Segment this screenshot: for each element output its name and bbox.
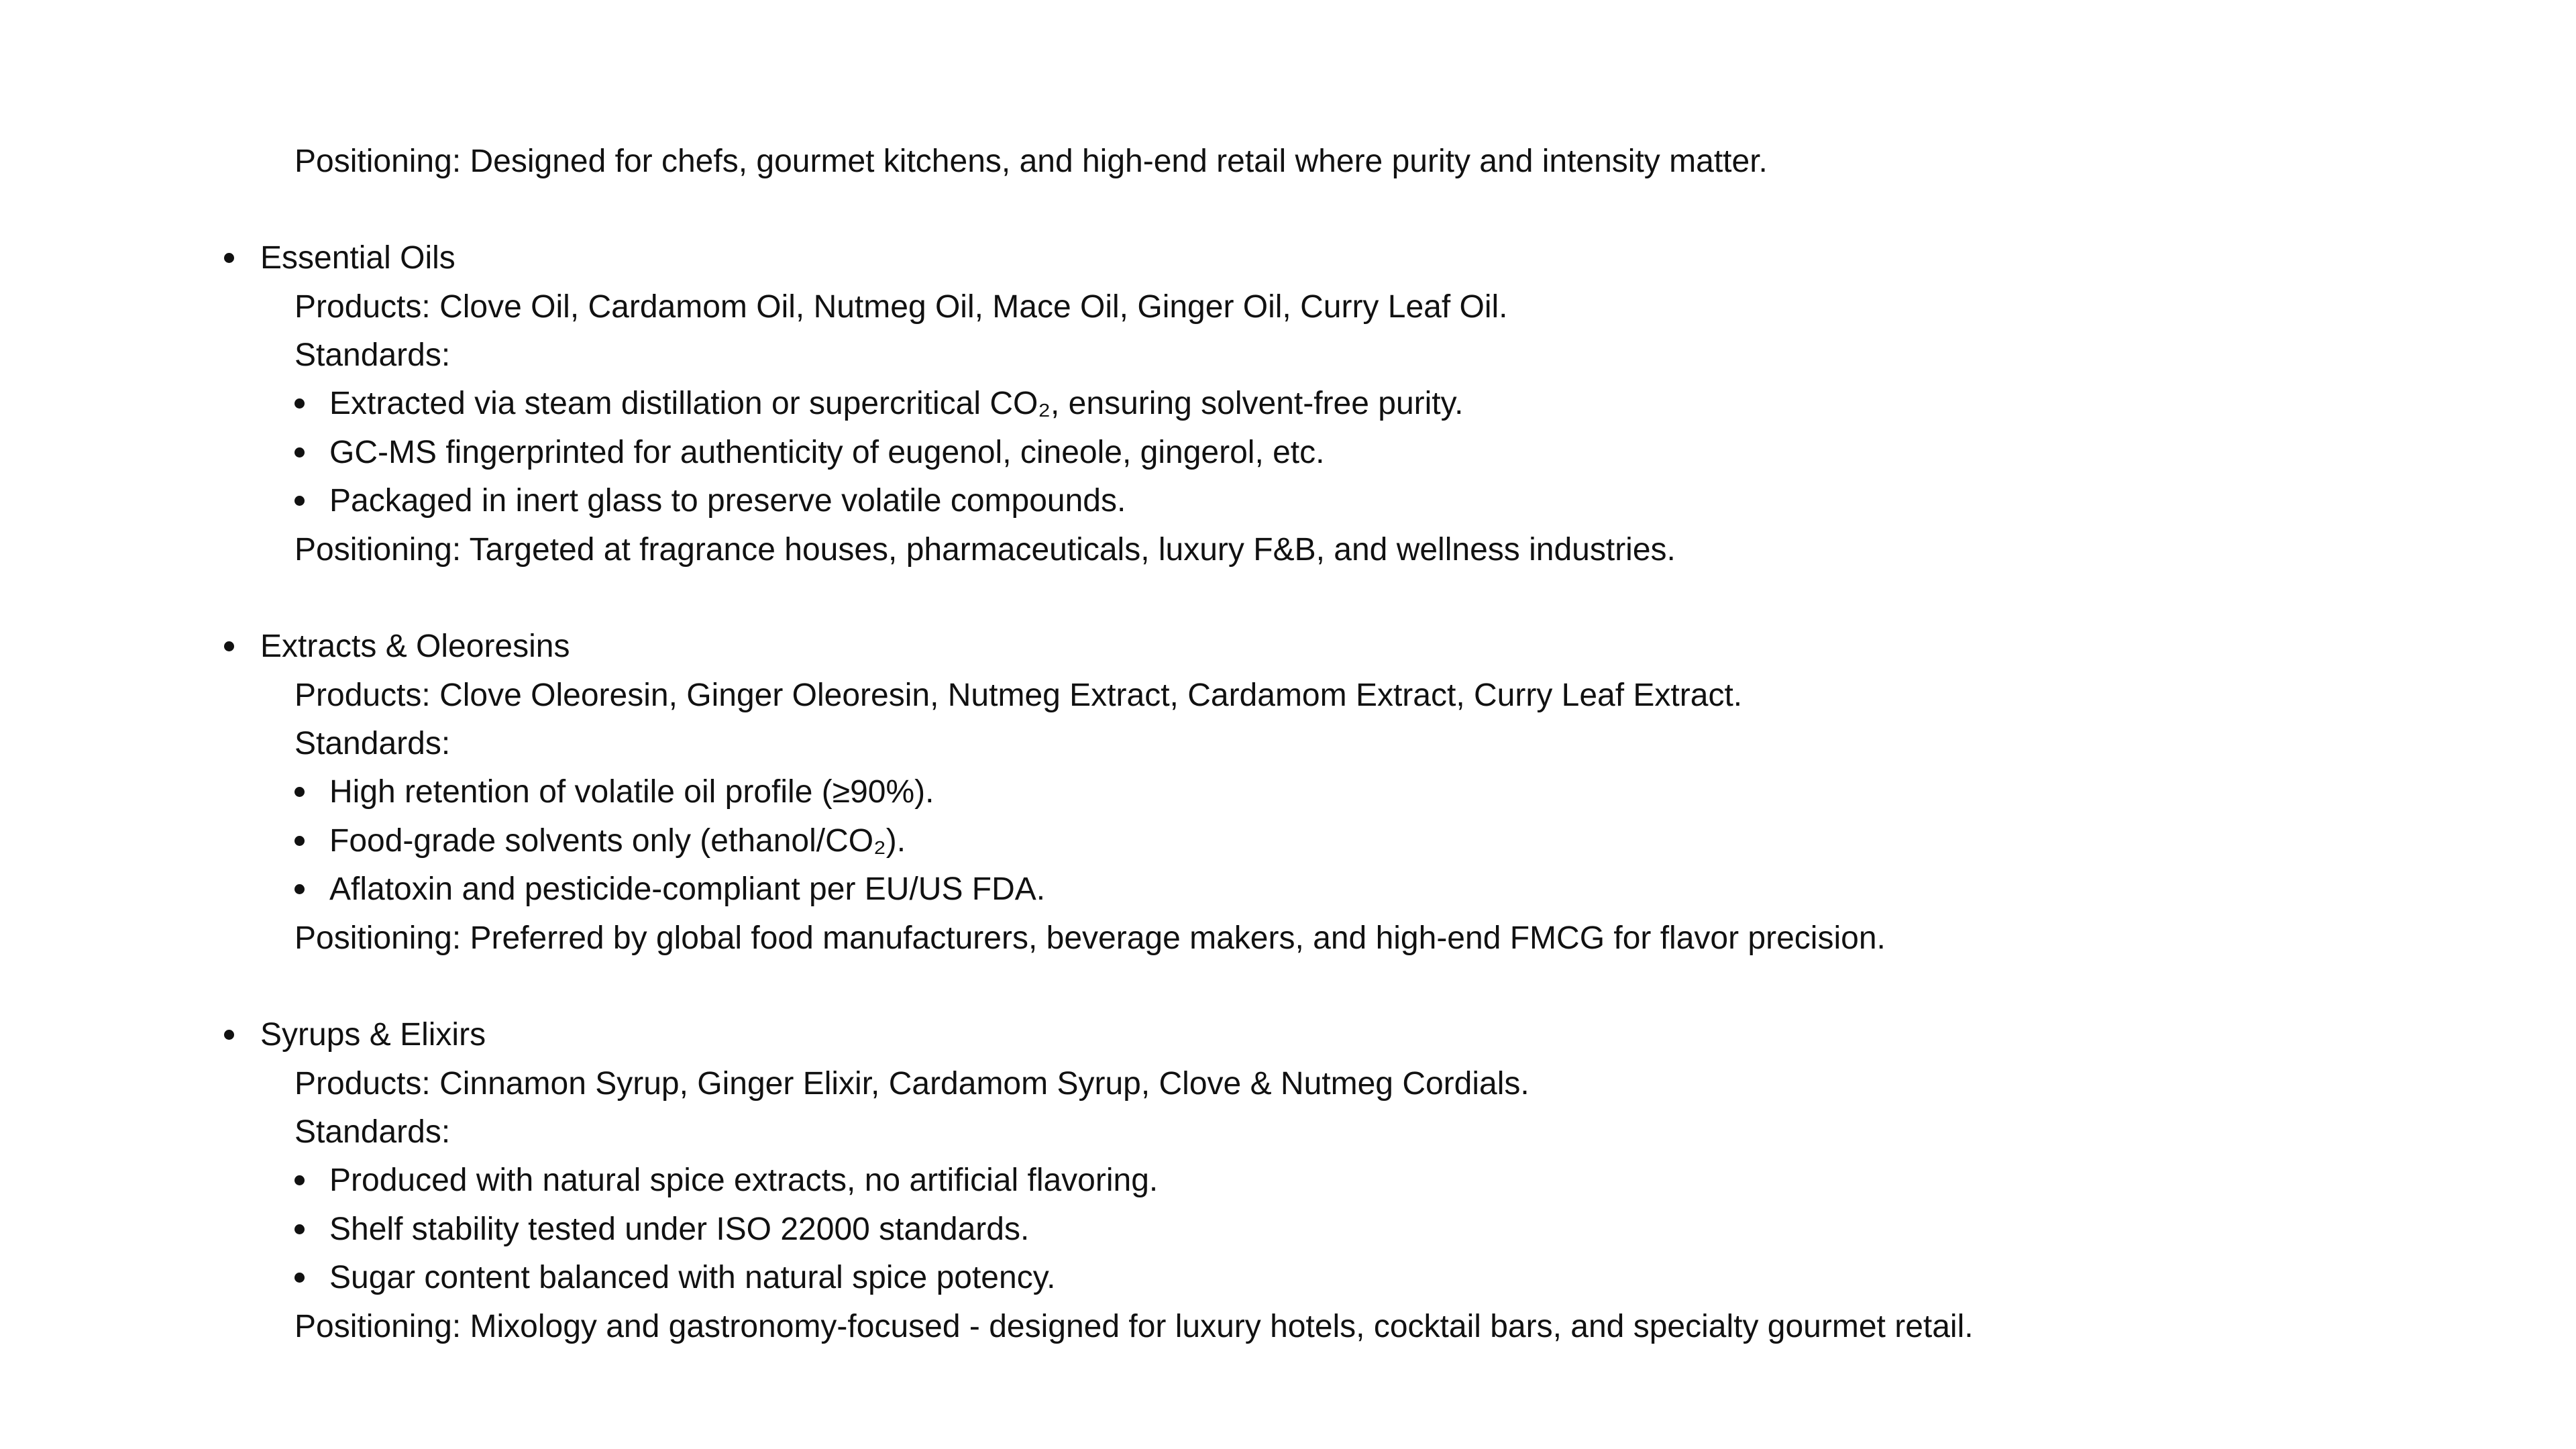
section-title-essential-oils: Essential Oils — [260, 240, 455, 276]
intro-positioning — [294, 138, 1768, 186]
products-text: Clove Oleoresin, Ginger Oleoresin, Nutmeg Extract, Cardamom Extract, Curry Leaf Extract. — [430, 678, 1743, 713]
standard-item: GC-MS fingerprinted for authenticity of eugenol, cineole, gingerol, etc. — [329, 435, 1325, 470]
products-label: Products: — [294, 1066, 431, 1102]
bullet-dot-icon — [224, 641, 234, 651]
positioning-line — [294, 1303, 1974, 1351]
standard-item: Shelf stability tested under ISO 22000 standards. — [329, 1212, 1030, 1247]
products-line — [294, 1060, 1529, 1108]
bullet-dot-icon — [294, 398, 305, 409]
bullet-dot-icon — [294, 836, 305, 846]
products-line — [294, 283, 1508, 331]
positioning-text: Targeted at fragrance houses, pharmaceuticals, luxury F&B, and wellness industries. — [461, 532, 1676, 568]
section-title-syrups-elixirs: Syrups & Elixirs — [260, 1017, 486, 1053]
standards-label: Standards: — [294, 1114, 451, 1150]
standard-item: Food-grade solvents only (ethanol/CO₂). — [329, 823, 906, 859]
products-text: Clove Oil, Cardamom Oil, Nutmeg Oil, Mace Oil, Ginger Oil, Curry Leaf Oil. — [430, 289, 1508, 325]
standards-label: Standards: — [294, 337, 451, 373]
bullet-dot-icon — [294, 1175, 305, 1185]
positioning-text: Mixology and gastronomy-focused - designed for luxury hotels, cocktail bars, and specialty gourmet retail. — [461, 1309, 1974, 1344]
bullet-dot-icon — [294, 1273, 305, 1283]
bullet-dot-icon — [294, 447, 305, 458]
products-label: Products: — [294, 678, 431, 713]
bullet-dot-icon — [224, 1030, 234, 1040]
positioning-label: Positioning: — [294, 144, 462, 179]
standard-item: Aflatoxin and pesticide-compliant per EU/US FDA. — [329, 871, 1046, 907]
bullet-dot-icon — [294, 884, 305, 894]
standard-item: High retention of volatile oil profile (≥90%). — [329, 774, 934, 810]
positioning-text: Preferred by global food manufacturers, beverage makers, and high-end FMCG for flavor precision. — [461, 920, 1886, 956]
bullet-dot-icon — [294, 1224, 305, 1234]
positioning-line — [294, 914, 1886, 963]
products-label: Products: — [294, 289, 431, 325]
positioning-line — [294, 526, 1676, 574]
standard-item: Produced with natural spice extracts, no artificial flavoring. — [329, 1163, 1159, 1198]
products-line — [294, 672, 1742, 720]
standard-item: Packaged in inert glass to preserve volatile compounds. — [329, 483, 1126, 519]
positioning-label: Positioning: — [294, 920, 462, 956]
standard-item: Sugar content balanced with natural spice potency. — [329, 1260, 1056, 1295]
positioning-label: Positioning: — [294, 1309, 462, 1344]
section-title-extracts-oleoresins: Extracts & Oleoresins — [260, 629, 570, 664]
bullet-dot-icon — [224, 253, 234, 263]
products-text: Cinnamon Syrup, Ginger Elixir, Cardamom Syrup, Clove & Nutmeg Cordials. — [430, 1066, 1529, 1102]
positioning-label: Positioning: — [294, 532, 462, 568]
positioning-text: Designed for chefs, gourmet kitchens, and high-end retail where purity and intensity matter. — [461, 144, 1768, 179]
bullet-dot-icon — [294, 496, 305, 506]
standard-item: Extracted via steam distillation or supercritical CO₂, ensuring solvent-free purity. — [329, 386, 1464, 421]
standards-label: Standards: — [294, 726, 451, 761]
bullet-dot-icon — [294, 787, 305, 797]
